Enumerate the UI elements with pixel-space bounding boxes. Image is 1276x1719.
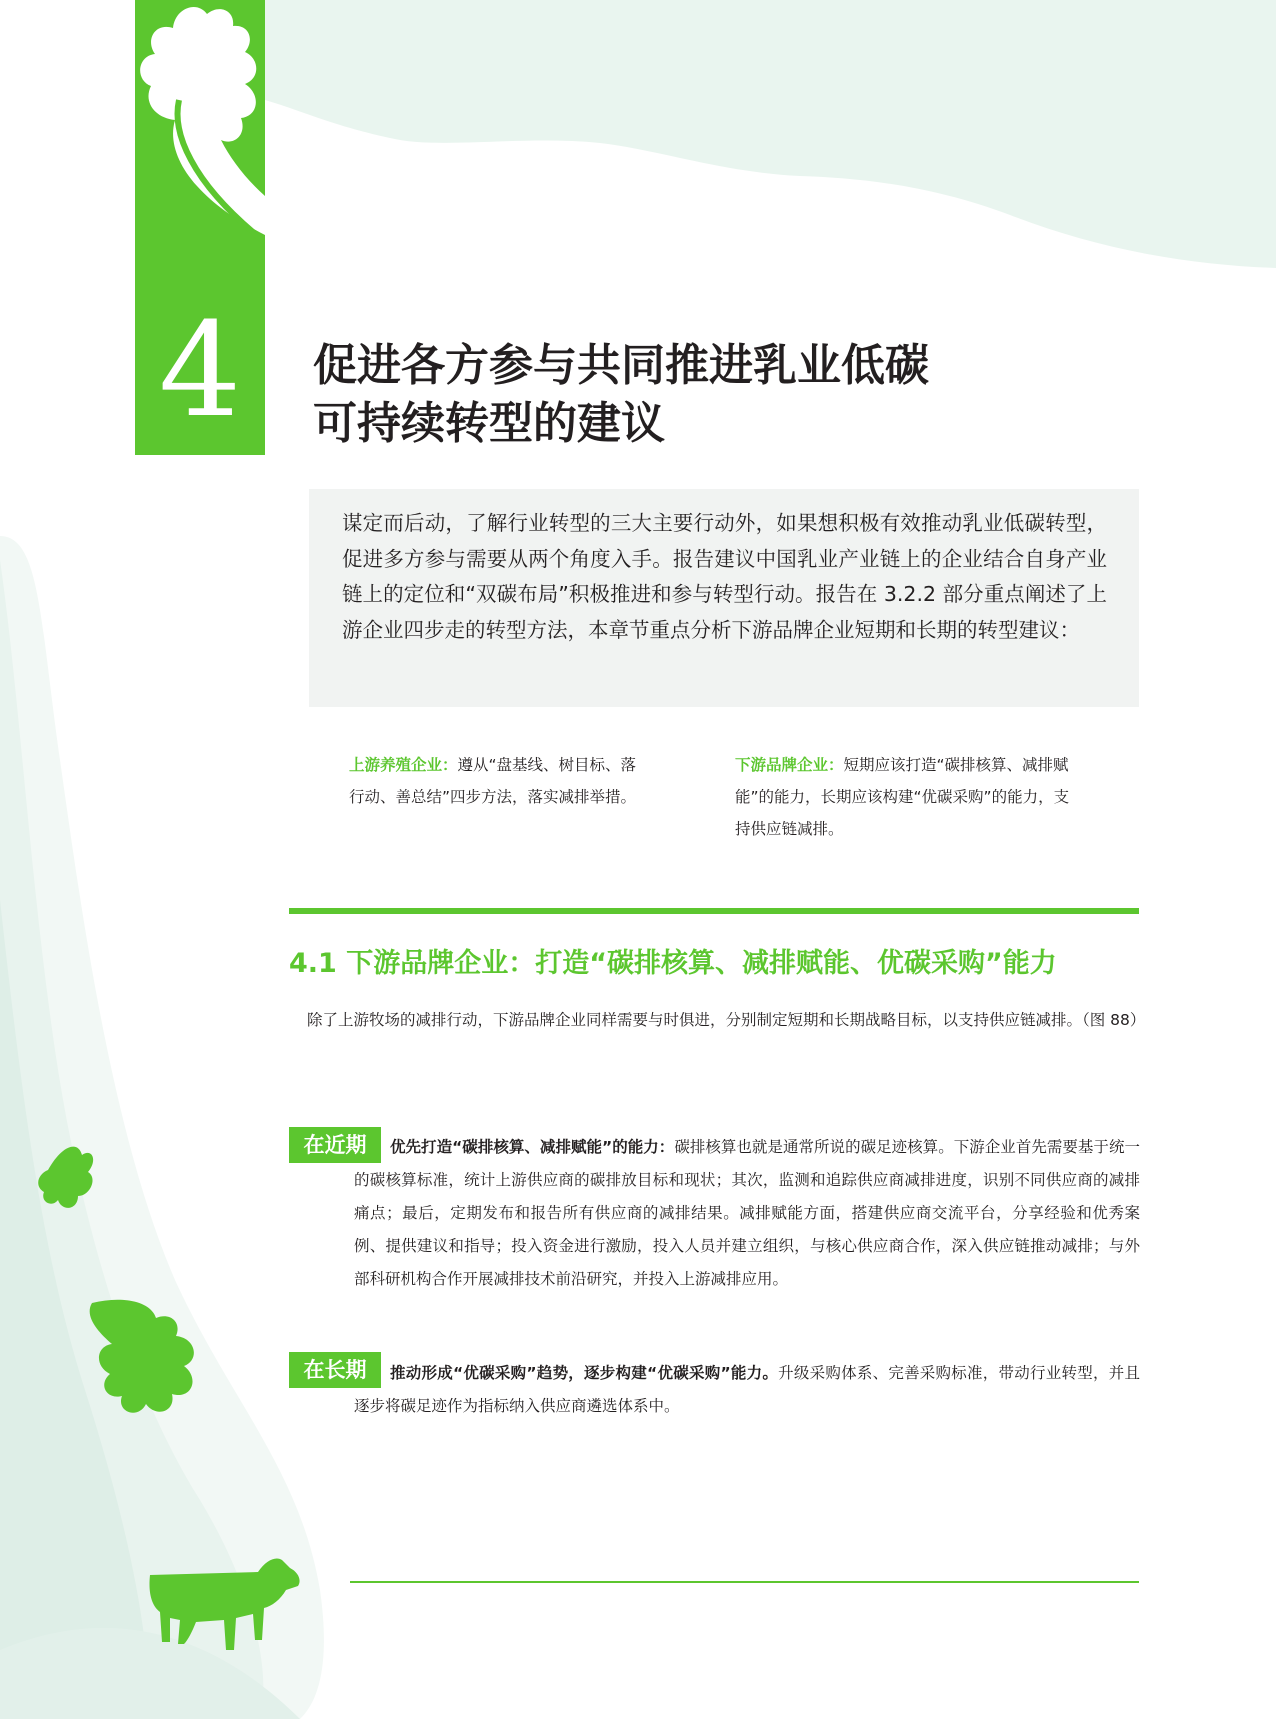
downstream-summary: [735, 749, 1075, 845]
upstream-label: 上游养殖企业：: [349, 756, 458, 774]
upstream-summary: [349, 749, 649, 813]
bottom-divider: [350, 1581, 1139, 1583]
chapter-band: [135, 0, 265, 455]
chapter-title: [313, 337, 1073, 453]
near-term-tag: 在近期: [289, 1127, 381, 1163]
leaf-icon: [135, 0, 265, 290]
long-term-text: 升级采购体系、完善采购标准，带动行业转型，并且逐步将碳足迹作为指标纳入供应商遴选体系中。: [354, 1364, 1140, 1415]
long-term-paragraph: [354, 1357, 1140, 1423]
top-wave-shape: [265, 0, 1276, 268]
intro-box: [309, 489, 1139, 707]
chapter-title-line-1: 促进各方参与共同推进乳业低碳: [313, 340, 929, 391]
downstream-label: 下游品牌企业：: [735, 756, 844, 774]
section-body: 除了上游牧场的减排行动，下游品牌企业同样需要与时俱进，分别制定短期和长期战略目标，以支持供应链减排。（图 88）: [307, 1011, 1146, 1029]
section-heading: 4.1 下游品牌企业：打造“碳排核算、减排赋能、优碳采购”能力: [289, 948, 1057, 979]
upstream-text: 遵从“盘基线、树目标、落行动、善总结”四步方法，落实减排举措。: [349, 756, 637, 806]
chapter-title-line-2: 可持续转型的建议: [313, 398, 665, 449]
near-term-lead: 优先打造“碳排核算、减排赋能”的能力：: [390, 1138, 675, 1156]
near-term-text: 碳排核算也就是通常所说的碳足迹核算。下游企业首先需要基于统一的碳核算标准，统计上游供应商的碳排放目标和现状；其次，监测和追踪供应商减排进度，识别不同供应商的减排痛点；最后，定期发布和报告所有供应商的减排结果。减排赋能方面，搭建供应商交流平台，分享经验和优秀案例、提供建议和指导；投入资金进行激励，投入人员并建立组织，与核心供应商合作，深入供应链推动减排；与外部科研机构合作开展减排技术前沿研究，并投入上游减排应用。: [354, 1138, 1140, 1288]
long-term-tag: 在长期: [289, 1352, 381, 1388]
downstream-text: 短期应该打造“碳排核算、减排赋能”的能力，长期应该构建“优碳采购”的能力，支持供应链减排。: [735, 756, 1070, 838]
section-divider: [289, 908, 1139, 914]
near-term-paragraph: [354, 1131, 1140, 1296]
chapter-number: 4: [158, 294, 242, 446]
intro-text: 谋定而后动，了解行业转型的三大主要行动外，如果想积极有效推动乳业低碳转型，促进多方参与需要从两个角度入手。报告建议中国乳业产业链上的企业结合自身产业链上的定位和“双碳布局”积极推进和参与转型行动。报告在 3.2.2 部分重点阐述了上游企业四步走的转型方法，本章节重点分析下游品牌企业短期和长期的转型建议：: [342, 511, 1107, 642]
long-term-lead: 推动形成“优碳采购”趋势，逐步构建“优碳采购”能力。: [390, 1364, 779, 1382]
